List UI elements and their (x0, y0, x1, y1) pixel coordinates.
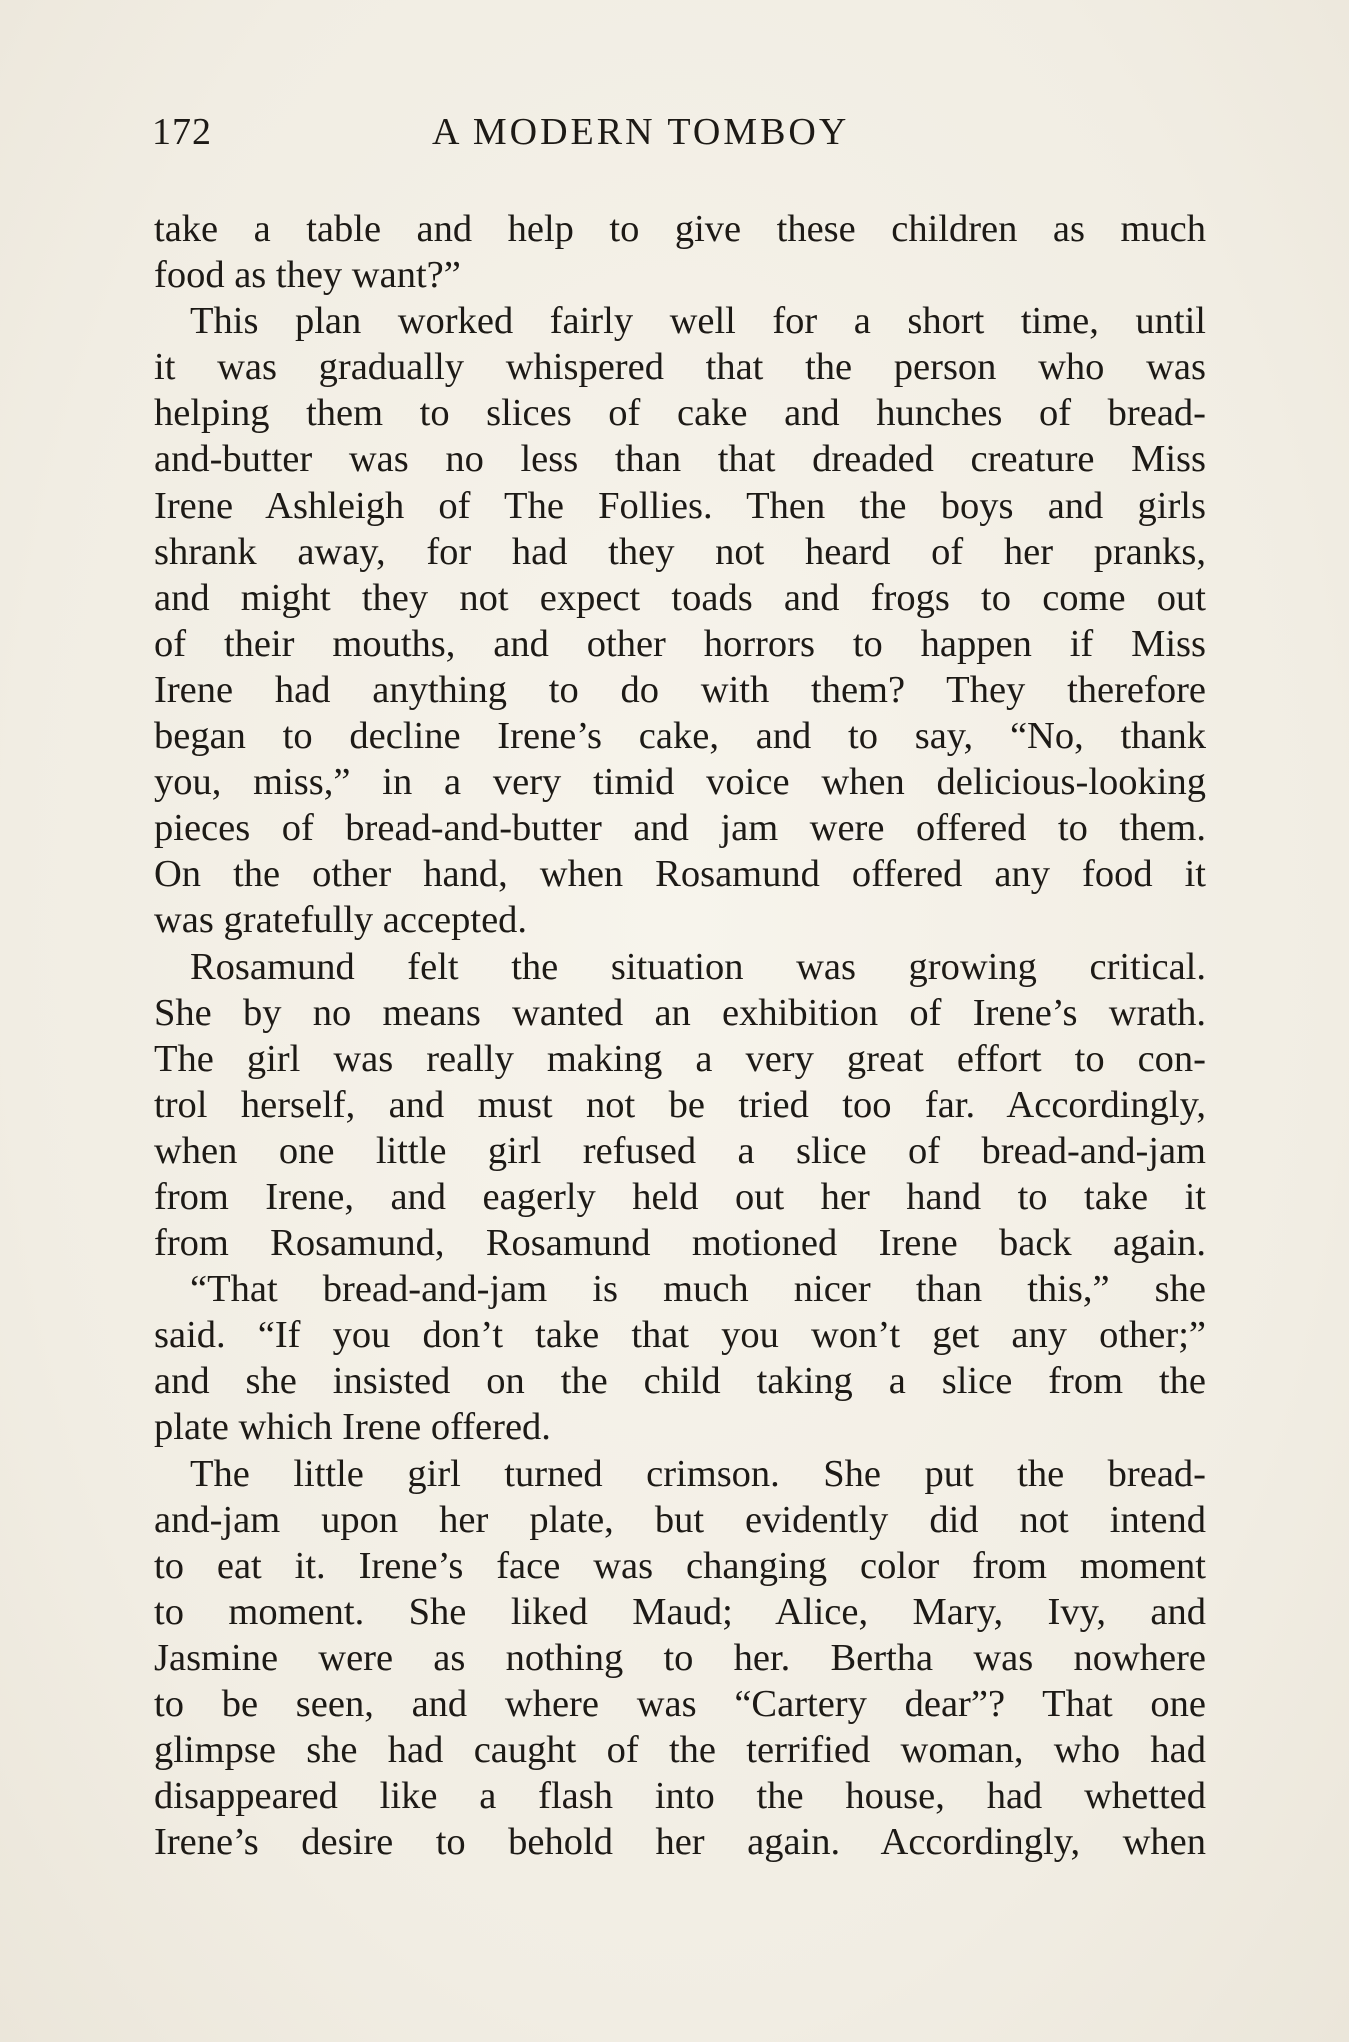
text-line: from Rosamund, Rosamund motioned Irene back again. (154, 1222, 1206, 1265)
text-line: Irene had anything to do with them? They therefore (154, 668, 1206, 711)
text-line: “That bread-and-jam is much nicer than this,” she (190, 1268, 1206, 1311)
text-line: She by no means wanted an exhibition of Irene’s wrath. (154, 991, 1206, 1034)
text-line: to moment. She liked Maud; Alice, Mary, Ivy, and (154, 1590, 1206, 1633)
text-line: take a table and help to give these children as much (154, 208, 1206, 250)
text-line: to be seen, and where was “Cartery dear”? That one (154, 1683, 1206, 1725)
text-line: said. “If you don’t take that you won’t get any other;” (154, 1314, 1206, 1357)
text-line: and she insisted on the child taking a slice from the (154, 1360, 1206, 1403)
text-line: Jasmine were as nothing to her. Bertha was nowhere (154, 1636, 1206, 1679)
text-line: glimpse she had caught of the terrified woman, who had (154, 1729, 1206, 1772)
page-number: 172 (152, 111, 212, 153)
text-line: Irene’s desire to behold her again. Accordingly, when (154, 1821, 1206, 1864)
page-header (152, 110, 1202, 170)
text-line: to eat it. Irene’s face was changing color from moment (154, 1544, 1206, 1587)
text-line: plate which Irene offered. (154, 1406, 551, 1449)
text-line: pieces of bread-and-butter and jam were offered to them. (154, 807, 1206, 850)
text-line: On the other hand, when Rosamund offered any food it (154, 853, 1206, 896)
text-line: Irene Ashleigh of The Follies. Then the boys and girls (154, 484, 1206, 527)
text-line: you, miss,” in a very timid voice when delicious-looking (154, 761, 1206, 804)
text-line: The little girl turned crimson. She put the bread- (190, 1452, 1206, 1495)
running-title: A MODERN TOMBOY (432, 111, 850, 153)
body-text (154, 206, 1206, 1865)
text-line: and might they not expect toads and frogs to come out (154, 576, 1206, 619)
text-line: began to decline Irene’s cake, and to say, “No, thank (154, 715, 1206, 758)
text-line: and-butter was no less than that dreaded creature Miss (154, 438, 1206, 481)
text-line: helping them to slices of cake and hunches of bread- (154, 392, 1206, 435)
text-line: it was gradually whispered that the person who was (154, 346, 1206, 389)
text-line: was gratefully accepted. (154, 899, 528, 942)
text-line: and-jam upon her plate, but evidently did not intend (154, 1498, 1206, 1541)
text-line: shrank away, for had they not heard of her pranks, (154, 530, 1206, 573)
text-line: when one little girl refused a slice of bread-and-jam (154, 1129, 1206, 1172)
text-line: from Irene, and eagerly held out her hand to take it (154, 1175, 1206, 1218)
text-line: The girl was really making a very great effort to con- (154, 1037, 1206, 1080)
text-line: of their mouths, and other horrors to happen if Miss (154, 622, 1206, 665)
text-line: food as they want?” (154, 254, 461, 297)
text-line: Rosamund felt the situation was growing critical. (190, 945, 1206, 988)
text-line: trol herself, and must not be tried too far. Accordingly, (154, 1083, 1206, 1126)
text-line: disappeared like a flash into the house, had whetted (154, 1775, 1206, 1818)
text-line: This plan worked fairly well for a short time, until (190, 300, 1206, 343)
